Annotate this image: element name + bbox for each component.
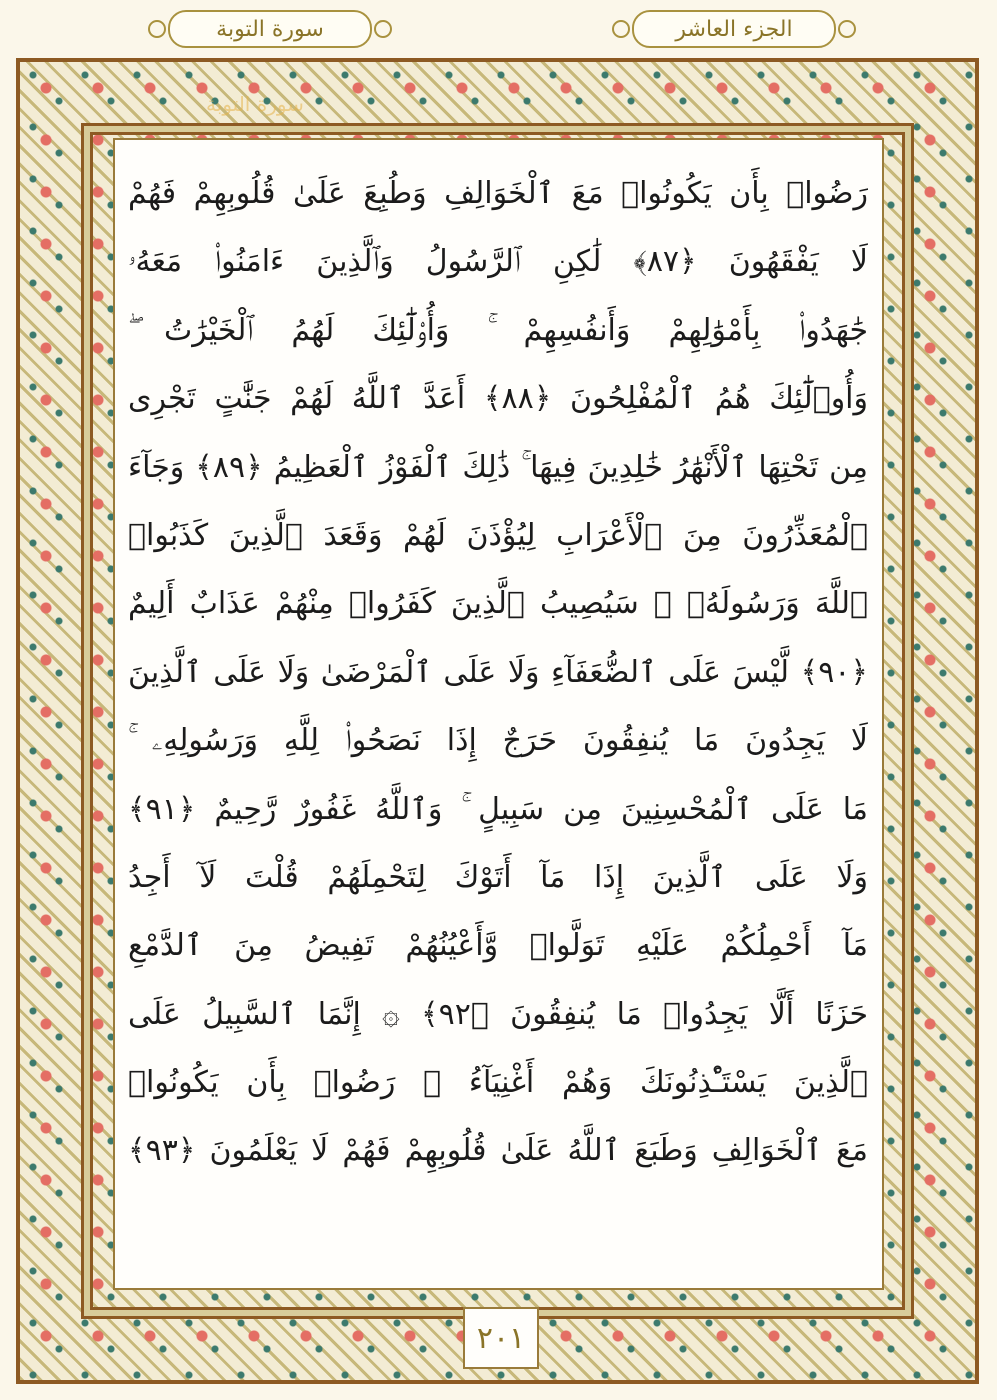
page-number: ٢٠١ [463, 1307, 539, 1369]
text-line: ﴿٩٠﴾ لَّيْسَ عَلَى ٱلضُّعَفَآءِ وَلَا عَلَى ٱلْمَرْضَىٰ وَلَا عَلَى ٱلَّذِينَ [128, 654, 868, 690]
text-line: ٱلَّذِينَ يَسْتَـْٔذِنُونَكَ وَهُمْ أَغْنِيَآءُ ۚ رَضُوا۟ بِأَن يَكُونُوا۟ [128, 1065, 868, 1101]
text-line: مَعَ ٱلْخَوَالِفِ وَطَبَعَ ٱللَّهُ عَلَىٰ قُلُوبِهِمْ فَهُمْ لَا يَعْلَمُونَ ﴿٩٣﴾ [128, 1133, 868, 1169]
text-line: وَلَا عَلَى ٱلَّذِينَ إِذَا مَآ أَتَوْكَ لِتَحْمِلَهُمْ قُلْتَ لَآ أَجِدُ [128, 859, 868, 895]
surah-name-badge: سورة التوبة [168, 10, 372, 48]
text-line: لَا يَفْقَهُونَ ﴿٨٧﴾ لَٰكِنِ ٱلرَّسُولُ وَٱلَّذِينَ ءَامَنُوا۟ مَعَهُۥ [128, 244, 868, 280]
quran-text [128, 160, 868, 1186]
text-line: لَا يَجِدُونَ مَا يُنفِقُونَ حَرَجٌ إِذَا نَصَحُوا۟ لِلَّهِ وَرَسُولِهِۦ ۚ [128, 723, 868, 759]
surah-watermark: سورة التوبة [206, 92, 304, 116]
juz-name-badge: الجزء العاشر [632, 10, 836, 48]
text-line: مَا عَلَى ٱلْمُحْسِنِينَ مِن سَبِيلٍ ۚ وَٱللَّهُ غَفُورٌ رَّحِيمٌ ﴿٩١﴾ [128, 791, 868, 827]
text-line: حَزَنًا أَلَّا يَجِدُوا۟ مَا يُنفِقُونَ ﴿٩٢﴾ ۞ إِنَّمَا ٱلسَّبِيلُ عَلَى [128, 996, 868, 1032]
text-line: ٱلْمُعَذِّرُونَ مِنَ ٱلْأَعْرَابِ لِيُؤْذَنَ لَهُمْ وَقَعَدَ ٱلَّذِينَ كَذَبُوا۟ [128, 517, 868, 553]
text-line: مَآ أَحْمِلُكُمْ عَلَيْهِ تَوَلَّوا۟ وَّأَعْيُنُهُمْ تَفِيضُ مِنَ ٱلدَّمْعِ [128, 928, 868, 964]
text-line: ٱللَّهَ وَرَسُولَهُۥ ۚ سَيُصِيبُ ٱلَّذِينَ كَفَرُوا۟ مِنْهُمْ عَذَابٌ أَلِيمٌ [128, 586, 868, 622]
text-line: جَٰهَدُوا۟ بِأَمْوَٰلِهِمْ وَأَنفُسِهِمْ ۚ وَأُو۟لَٰٓئِكَ لَهُمُ ٱلْخَيْرَٰتُ ۖ [128, 312, 868, 348]
text-line: رَضُوا۟ بِأَن يَكُونُوا۟ مَعَ ٱلْخَوَالِفِ وَطُبِعَ عَلَىٰ قُلُوبِهِمْ فَهُمْ [128, 176, 868, 211]
text-line: وَأُو۟لَٰٓئِكَ هُمُ ٱلْمُفْلِحُونَ ﴿٨٨﴾ أَعَدَّ ٱللَّهُ لَهُمْ جَنَّٰتٍ تَجْرِى [128, 381, 868, 417]
text-line: مِن تَحْتِهَا ٱلْأَنْهَٰرُ خَٰلِدِينَ فِيهَا ۚ ذَٰلِكَ ٱلْفَوْزُ ٱلْعَظِيمُ ﴿٨٩﴾ وَجَآءَ [128, 449, 868, 485]
page-header [0, 6, 997, 50]
